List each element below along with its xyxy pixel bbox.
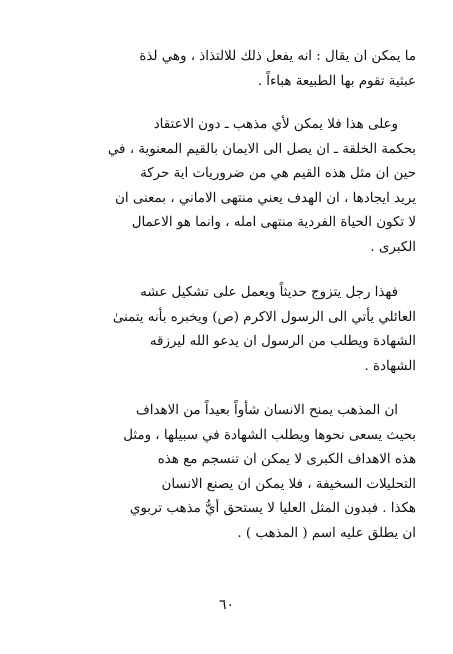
- text-line: الكبرى .: [370, 239, 416, 255]
- text-line: ما يمكن ان يقال : انه يفعل ذلك للالتذاذ ، وهي لذة: [139, 49, 416, 64]
- text-line: وعلى هذا فلا يمكن لأي مذهب ـ دون الاعتقاد: [153, 117, 398, 132]
- text-line: بحكمة الخلقة ـ ان يصل الى الايمان بالقيم المعنوية ، في: [107, 141, 416, 157]
- page-number: ٦٠: [218, 597, 235, 613]
- text-line: بحيث يسعى نحوها ويطلب الشهادة في سبيلها ، ومثل: [123, 427, 416, 443]
- text-line: عبثية تقوم بها الطبيعة هباءاً .: [257, 73, 416, 89]
- paragraph-2: [40, 113, 416, 261]
- text-line: هكذا . فبدون المثل العليا لا يستحق أيُّ مذهب تربوي: [129, 501, 416, 517]
- text-line: الشهادة ويطلب من الرسول ان يدعو الله ليرزقه: [149, 334, 416, 350]
- text-line: حين ان مثل هذه القيم هي من ضروريات اية حركة: [140, 166, 416, 182]
- text-line: هذه الاهداف الكبرى لا يمكن ان تنسجم مع هذه: [157, 452, 416, 468]
- text-line: ان المذهب يمنح الانسان شأواً بعيداً من الاهداف: [135, 403, 398, 418]
- text-line: ان يطلق عليه اسم ( المذهب ) .: [237, 525, 416, 541]
- text-line: التحليلات السخيفة ، فلا يمكن ان يصنع الانسان: [161, 476, 416, 492]
- paragraph-1: [40, 45, 416, 94]
- text-line: الشهادة .: [364, 358, 416, 374]
- text-line: فهذا رجل يتزوج حديثاً ويعمل على تشكيل عشه: [140, 285, 398, 300]
- paragraph-3: [40, 281, 416, 379]
- text-line: يريد ايجادها ، ان الهدف يعني منتهى الاماني ، بمعنى ان: [115, 190, 416, 206]
- text-line: لا تكون الحياة الفردية منتهى امله ، وانما هو الاعمال: [131, 215, 416, 231]
- text-line: العائلي يأتي الى الرسول الاكرم (ص) ويخبره بأنه يتمنىٰ: [112, 309, 416, 325]
- paragraph-4: [40, 399, 416, 547]
